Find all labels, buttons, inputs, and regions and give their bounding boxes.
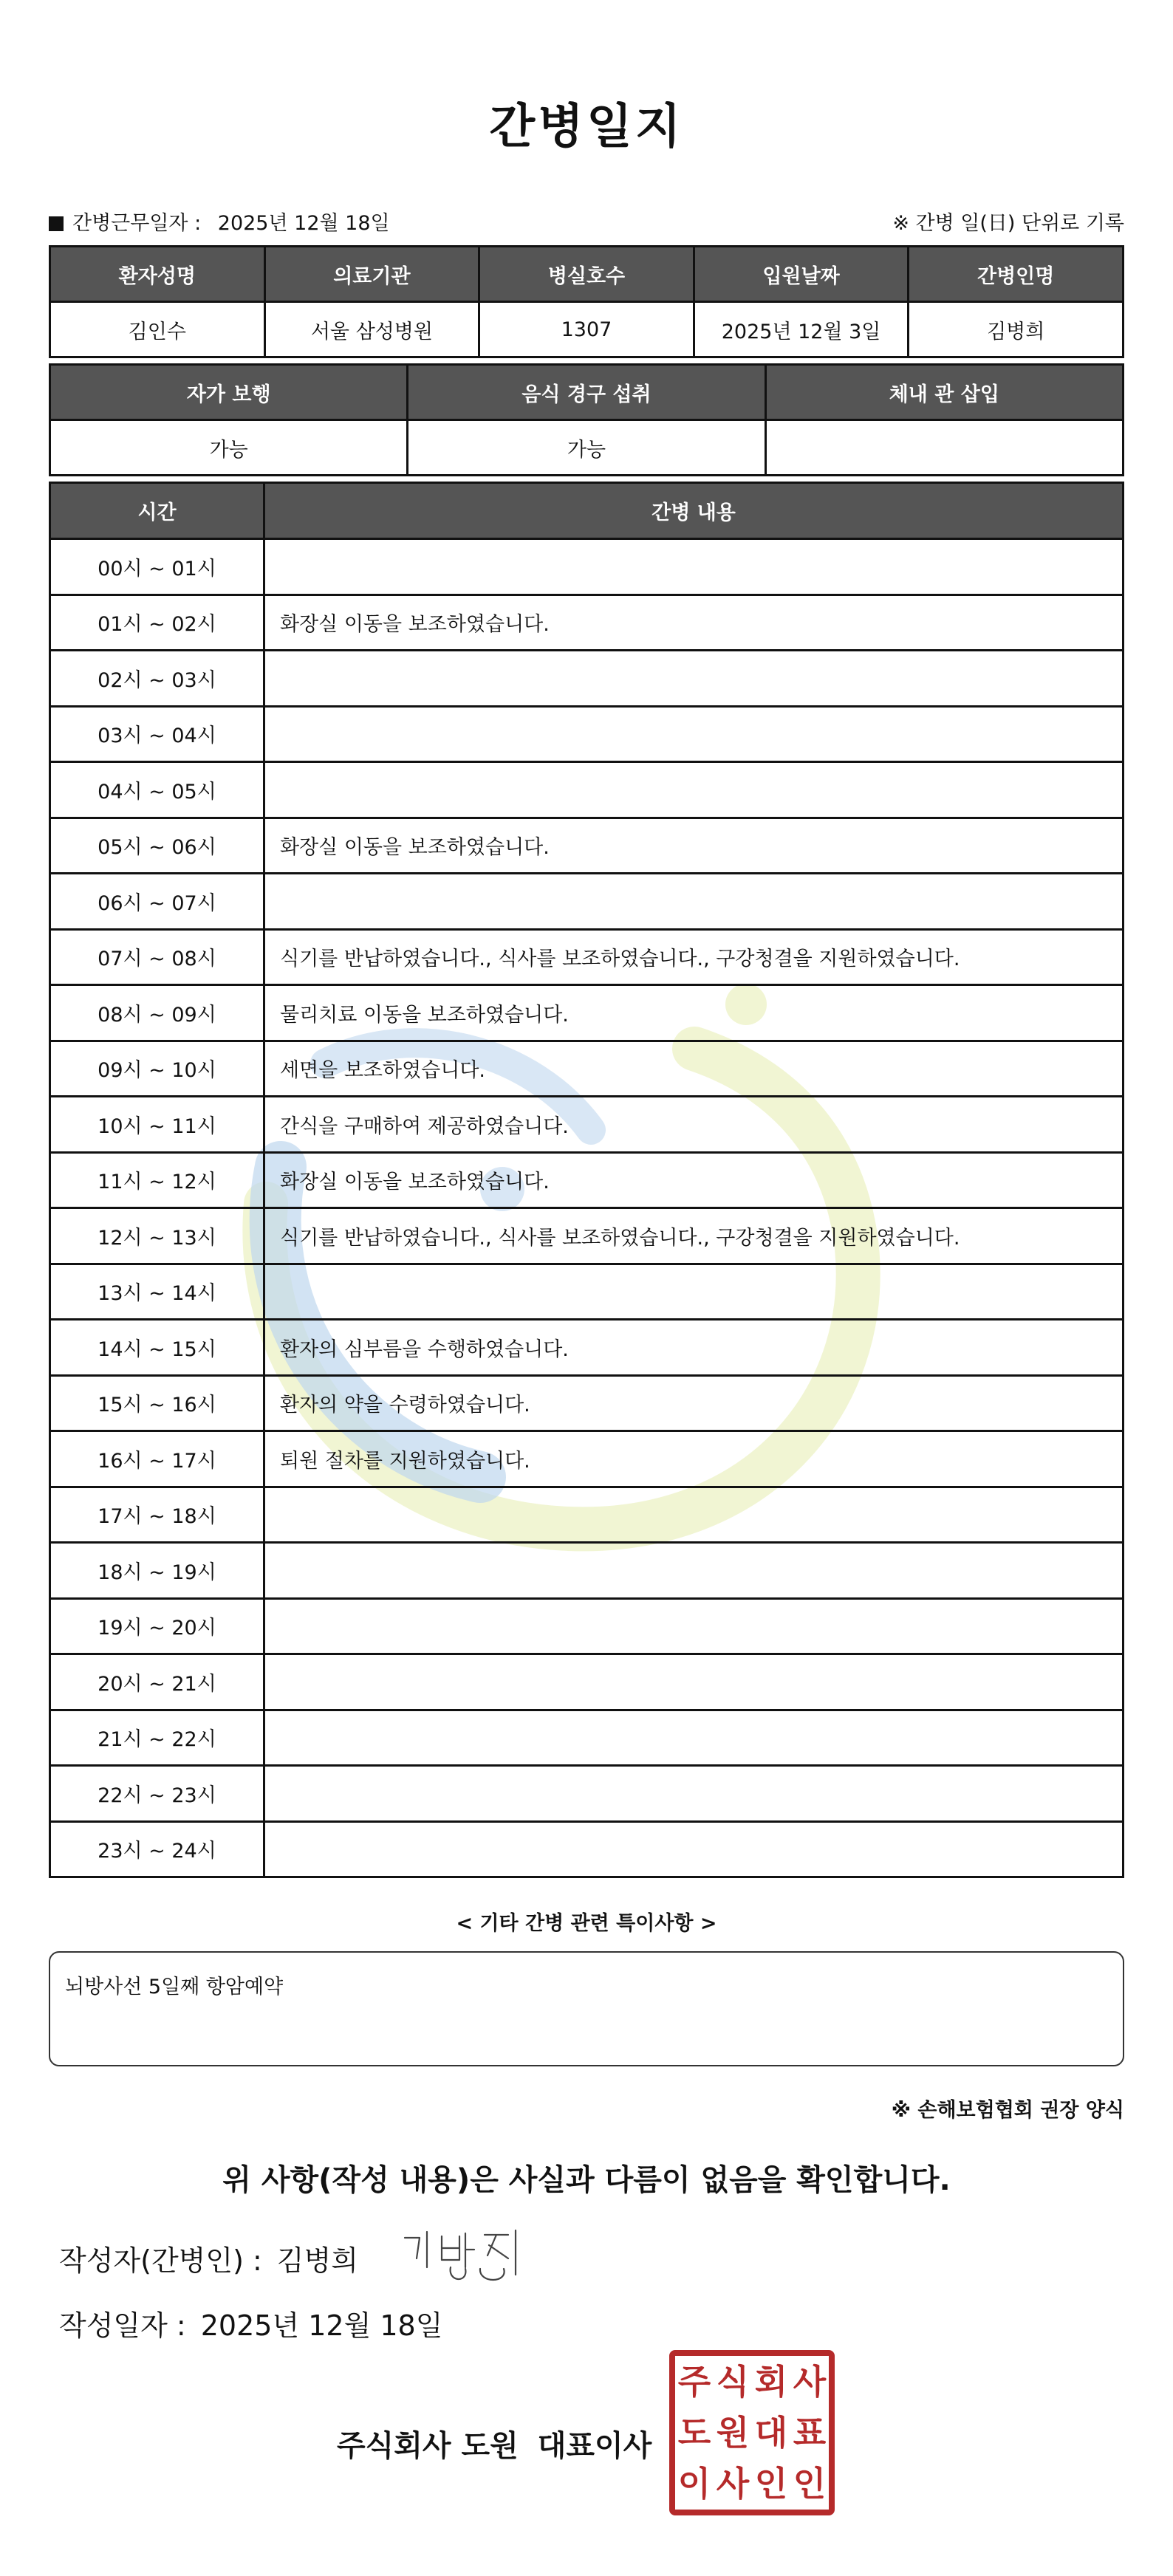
- seal-char: 회: [754, 2361, 788, 2402]
- time-slot: 16시 ~ 17시: [50, 1431, 264, 1487]
- seal-char: 주: [677, 2361, 711, 2402]
- time-slot: 22시 ~ 23시: [50, 1766, 264, 1822]
- care-content: [264, 1710, 1124, 1766]
- table-row: [50, 1543, 1124, 1599]
- time-slot: 02시 ~ 03시: [50, 651, 264, 707]
- header-walking: 자가 보행: [50, 365, 408, 420]
- care-content: 퇴원 절차를 지원하였습니다.: [264, 1431, 1124, 1487]
- care-content: [264, 1654, 1124, 1710]
- table-row: [50, 1487, 1124, 1543]
- writer-line: [59, 2238, 358, 2278]
- hospital: 서울 삼성병원: [264, 302, 479, 357]
- meta-row: [49, 199, 1124, 236]
- care-content: [264, 1598, 1124, 1654]
- time-slot: 09시 ~ 10시: [50, 1041, 264, 1097]
- patient-status-table: [49, 363, 1124, 476]
- time-slot: 07시 ~ 08시: [50, 929, 264, 985]
- time-slot: 19시 ~ 20시: [50, 1598, 264, 1654]
- table-row: [50, 1821, 1124, 1877]
- writer-name: 김병희: [276, 2244, 358, 2277]
- written-date-label: 작성일자 :: [59, 2309, 186, 2342]
- time-slot: 06시 ~ 07시: [50, 874, 264, 930]
- care-content: [264, 1487, 1124, 1543]
- writer-label: 작성자(간병인) :: [59, 2244, 262, 2277]
- seal-char: 사: [716, 2464, 750, 2504]
- header-caregiver-name: 간병인명: [909, 247, 1124, 302]
- care-content: [264, 762, 1124, 818]
- table-row: [50, 1208, 1124, 1264]
- time-slot: 03시 ~ 04시: [50, 706, 264, 762]
- patient-name: 김인수: [50, 302, 265, 357]
- handwritten-signature: [397, 2223, 538, 2289]
- table-row: [50, 1264, 1124, 1320]
- header-time: 시간: [50, 483, 264, 539]
- table-row: [50, 706, 1124, 762]
- notes-title: < 기타 간병 관련 특이사항 >: [456, 1912, 717, 1935]
- seal-char: 도: [677, 2412, 711, 2453]
- care-content: 화장실 이동을 보조하였습니다.: [264, 818, 1124, 874]
- walking-status: 가능: [50, 420, 408, 476]
- time-slot: 21시 ~ 22시: [50, 1710, 264, 1766]
- table-row: [50, 1598, 1124, 1654]
- header-room: 병실호수: [479, 247, 694, 302]
- seal-char: 인: [793, 2464, 827, 2504]
- room-number: 1307: [479, 302, 694, 357]
- company-seal: [669, 2350, 835, 2515]
- table-row: [50, 420, 1124, 476]
- time-slot: 20시 ~ 21시: [50, 1654, 264, 1710]
- header-care-content: 간병 내용: [264, 483, 1124, 539]
- table-row: [50, 1041, 1124, 1097]
- table-row: [50, 762, 1124, 818]
- seal-char: 사: [793, 2361, 827, 2402]
- time-slot: 14시 ~ 15시: [50, 1320, 264, 1376]
- confirmation-statement: 위 사항(작성 내용)은 사실과 다름이 없음을 확인합니다.: [222, 2163, 951, 2197]
- time-slot: 08시 ~ 09시: [50, 985, 264, 1041]
- table-row: [50, 595, 1124, 651]
- time-slot: 04시 ~ 05시: [50, 762, 264, 818]
- table-row: [50, 539, 1124, 595]
- table-header-row: [50, 365, 1124, 420]
- work-date-label: 간병근무일자 :: [72, 212, 202, 235]
- care-content: 화장실 이동을 보조하였습니다.: [264, 1152, 1124, 1208]
- seal-char: 식: [716, 2361, 750, 2402]
- table-row: [50, 1320, 1124, 1376]
- table-row: [50, 1375, 1124, 1431]
- table-row: [50, 1152, 1124, 1208]
- table-header-row: [50, 247, 1124, 302]
- table-row: [50, 1710, 1124, 1766]
- written-date-value: 2025년 12월 18일: [200, 2309, 443, 2342]
- care-content: 간식을 구매하여 제공하였습니다.: [264, 1097, 1124, 1153]
- page-title: 간병일지: [489, 100, 684, 154]
- oral-intake-status: 가능: [408, 420, 765, 476]
- header-admission-date: 입원날짜: [694, 247, 909, 302]
- care-content: [264, 1543, 1124, 1599]
- company-line: [337, 2422, 652, 2464]
- table-row: [50, 651, 1124, 707]
- table-row: [50, 1654, 1124, 1710]
- care-content: 환자의 약을 수령하였습니다.: [264, 1375, 1124, 1431]
- time-slot: 05시 ~ 06시: [50, 818, 264, 874]
- care-content: [264, 706, 1124, 762]
- table-row: [50, 302, 1124, 357]
- care-content: [264, 539, 1124, 595]
- time-slot: 23시 ~ 24시: [50, 1821, 264, 1877]
- form-source-note: ※ 손해보험협회 권장 양식: [891, 2099, 1124, 2122]
- header-tube-insertion: 체내 관 삽입: [765, 365, 1123, 420]
- tube-insertion-status: [765, 420, 1123, 476]
- table-row: [50, 1097, 1124, 1153]
- time-slot: 11시 ~ 12시: [50, 1152, 264, 1208]
- care-content: [264, 1766, 1124, 1822]
- seal-char: 이: [677, 2464, 711, 2504]
- care-content: [264, 1264, 1124, 1320]
- time-slot: 15시 ~ 16시: [50, 1375, 264, 1431]
- header-hospital: 의료기관: [264, 247, 479, 302]
- table-row: [50, 929, 1124, 985]
- seal-char: 대: [754, 2412, 788, 2453]
- table-header-row: [50, 483, 1124, 539]
- care-content: 식기를 반납하였습니다., 식사를 보조하였습니다., 구강청결을 지원하였습니다.: [264, 1208, 1124, 1264]
- record-unit-note: ※ 간병 일(日) 단위로 기록: [892, 212, 1124, 235]
- time-slot: 18시 ~ 19시: [50, 1543, 264, 1599]
- table-row: [50, 985, 1124, 1041]
- table-row: [50, 874, 1124, 930]
- work-date-value: 2025년 12월 18일: [217, 212, 390, 235]
- care-content: 세면을 보조하였습니다.: [264, 1041, 1124, 1097]
- notes-box: [49, 1951, 1124, 2066]
- caregiver-name: 김병희: [909, 302, 1124, 357]
- care-content: 식기를 반납하였습니다., 식사를 보조하였습니다., 구강청결을 지원하였습니다.: [264, 929, 1124, 985]
- time-slot: 00시 ~ 01시: [50, 539, 264, 595]
- table-row: [50, 1766, 1124, 1822]
- care-content: [264, 651, 1124, 707]
- table-row: [50, 818, 1124, 874]
- care-content: [264, 1821, 1124, 1877]
- care-content: 화장실 이동을 보조하였습니다.: [264, 595, 1124, 651]
- seal-char: 표: [793, 2412, 827, 2453]
- time-slot: 17시 ~ 18시: [50, 1487, 264, 1543]
- care-content: [264, 874, 1124, 930]
- company-name: 주식회사 도원: [337, 2429, 519, 2463]
- square-bullet-icon: [49, 216, 64, 231]
- notes-text: 뇌방사선 5일째 항암예약: [65, 1976, 284, 1998]
- representative-title: 대표이사: [537, 2429, 652, 2463]
- patient-info-table: [49, 245, 1124, 358]
- care-content: 물리치료 이동을 보조하였습니다.: [264, 985, 1124, 1041]
- header-patient-name: 환자성명: [50, 247, 265, 302]
- seal-char: 인: [754, 2464, 788, 2504]
- written-date-line: [59, 2303, 442, 2343]
- time-slot: 01시 ~ 02시: [50, 595, 264, 651]
- seal-char: 원: [716, 2412, 750, 2453]
- care-content: 환자의 심부름을 수행하였습니다.: [264, 1320, 1124, 1376]
- time-slot: 13시 ~ 14시: [50, 1264, 264, 1320]
- care-log-table: [49, 482, 1124, 1878]
- table-row: [50, 1431, 1124, 1487]
- admission-date: 2025년 12월 3일: [694, 302, 909, 357]
- header-oral-intake: 음식 경구 섭취: [408, 365, 765, 420]
- time-slot: 10시 ~ 11시: [50, 1097, 264, 1153]
- time-slot: 12시 ~ 13시: [50, 1208, 264, 1264]
